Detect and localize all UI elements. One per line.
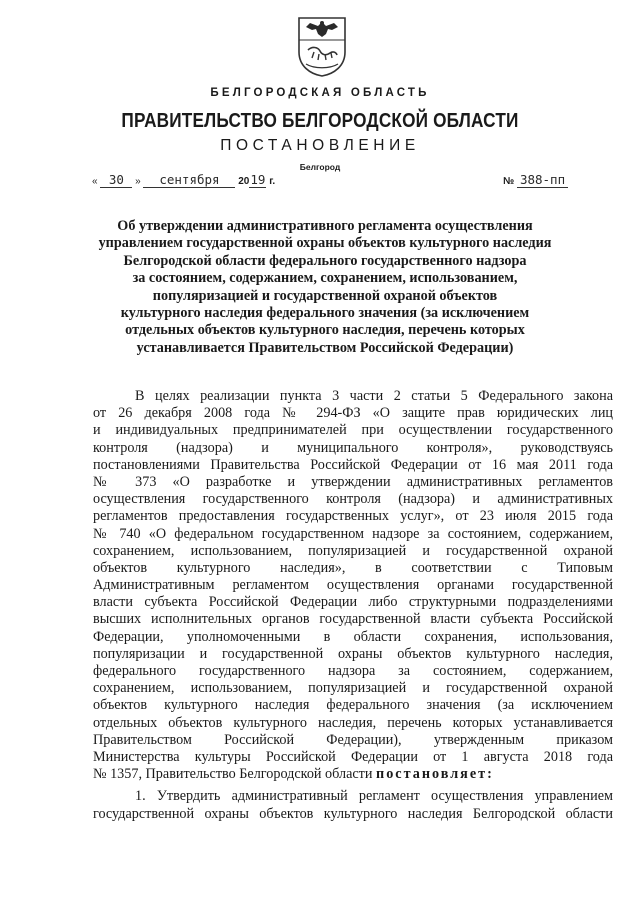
region-name: БЕЛГОРОДСКАЯ ОБЛАСТЬ xyxy=(210,87,430,99)
title-line: отдельных объектов культурного наследия, перечень которых xyxy=(125,322,525,339)
body-line: власти субъекта Российской Федерации либо структурными подразделениями xyxy=(93,594,613,611)
item-1-line: 1. Утвердить административный регламент осуществления управлением xyxy=(135,788,613,805)
government-name: ПРАВИТЕЛЬСТВО БЕЛГОРОДСКОЙ ОБЛАСТИ xyxy=(121,110,519,132)
body-line: популяризации и государственной охраны объектов культурного наследия, xyxy=(93,645,613,662)
number-prefix: № xyxy=(503,176,515,187)
body-line: сохранением, использованием, популяризацией и государственной охраной xyxy=(93,542,613,559)
body-line: сохранением, использованием, популяризацией и государственной охраной xyxy=(93,680,613,697)
body-line: федерального государственного надзора за состоянием, содержанием, xyxy=(93,663,613,679)
body-line: № 373 «О разработке и утверждении административных регламентов xyxy=(93,473,613,490)
body-line: и индивидуальных предпринимателей при осуществлении государственного xyxy=(93,422,613,439)
body-line: от 26 декабря 2008 года № 294-ФЗ «О защите прав юридических лиц xyxy=(93,405,613,422)
body-final-line xyxy=(93,766,613,783)
body-line: регламентов предоставления государственных услуг», от 23 июля 2015 года xyxy=(93,508,613,525)
date-year-suffix: 19 xyxy=(250,172,266,187)
decree-date xyxy=(92,172,275,188)
body-line: В целях реализации пункта 3 части 2 статьи 5 Федерального закона xyxy=(135,388,613,404)
decree-title xyxy=(60,218,590,357)
date-month: сентября xyxy=(143,172,235,188)
title-line: управлением государственной охраны объектов культурного наследия xyxy=(98,235,552,252)
body-line: № 740 «О федеральном государственном надзоре за состоянием, содержанием, xyxy=(93,525,613,542)
body-line: постановлениями Правительства Российской Федерации от 16 мая 2011 года xyxy=(93,456,613,473)
resolves-word: постановляет: xyxy=(376,766,494,783)
body-final-text: № 1357, Правительство Белгородской области xyxy=(93,766,377,783)
title-line: популяризацией и государственной охраной объектов xyxy=(152,287,498,304)
title-line: устанавливается Правительством Российской Федерации) xyxy=(136,339,514,356)
decree-body xyxy=(93,388,613,823)
body-line: высших исполнительных органов государственной власти субъекта Российской xyxy=(93,611,613,628)
city-name: Белгород xyxy=(299,162,341,172)
body-line: Федерации, уполномоченными в области сохранения, использования, xyxy=(93,628,613,645)
body-line: осуществления государственного контроля (надзора) и административных xyxy=(93,491,613,508)
body-line: Административным регламентом осуществления органами государственной xyxy=(93,577,613,594)
date-close-quote: » xyxy=(135,176,141,187)
date-day: 30 xyxy=(100,172,132,188)
decree-number xyxy=(503,172,568,187)
body-line: объектов культурного наследия федерального значения (за исключением xyxy=(93,697,613,714)
title-line: Об утверждении административного регламента осуществления xyxy=(117,218,533,234)
title-line: Белгородской области федерального государственного надзора xyxy=(123,252,527,269)
title-line: культурного наследия федерального значения (за исключением xyxy=(120,305,530,322)
title-line: за состоянием, содержанием, сохранением, использованием, xyxy=(132,270,518,287)
number-value: 388-пп xyxy=(517,172,568,188)
date-year-prefix: 20 xyxy=(238,176,250,187)
body-line: Правительством Российской Федерации), утвержденным приказом xyxy=(93,731,613,748)
date-open-quote: « xyxy=(92,176,98,187)
date-year-mark: г. xyxy=(269,176,276,187)
item-1-line: государственной охраны объектов культурного наследия Белгородской области xyxy=(93,805,613,822)
body-line: отдельных объектов культурного наследия, перечень которых устанавливается xyxy=(93,714,613,731)
document-type: ПОСТАНОВЛЕНИЕ xyxy=(220,137,420,154)
body-line: объектов культурного наследия», в соответствии с Типовым xyxy=(93,559,613,576)
body-line: контроля (надзора) и муниципального контроля», руководствуясь xyxy=(93,439,613,456)
coat-of-arms-emblem xyxy=(296,14,348,78)
body-line: Министерства культуры Российской Федерации от 1 августа 2018 года xyxy=(93,748,613,765)
